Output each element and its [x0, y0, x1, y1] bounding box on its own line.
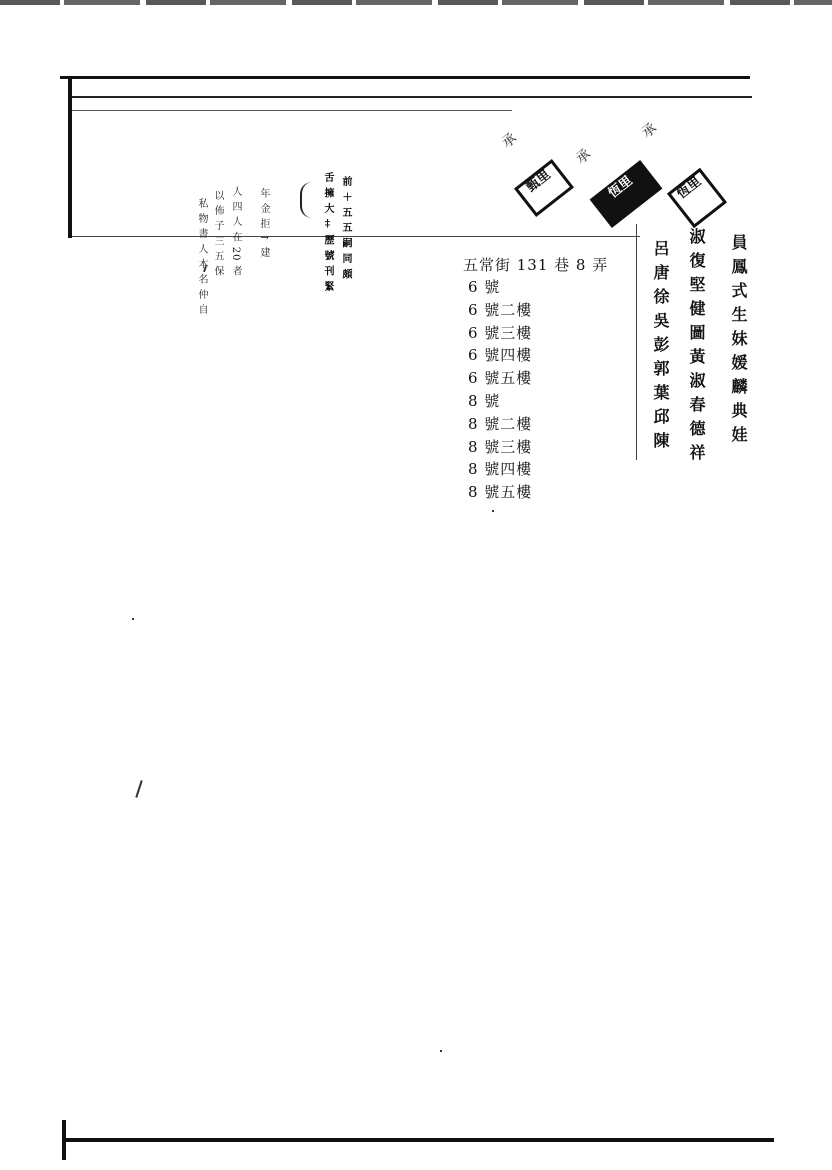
name-column-3: 呂唐徐吳彭郭葉邱陳 — [651, 240, 670, 456]
seal-text-3: 恆里 — [674, 174, 705, 203]
frame-left-line — [68, 76, 72, 238]
header-note-2: 以 佈 子 三 五 保 — [212, 190, 223, 277]
header-note-3: 人 四 人 在 20 者 — [230, 186, 241, 277]
address-entry: 8 號五樓 — [468, 483, 533, 502]
header-rule — [72, 236, 640, 237]
frame-top-line — [60, 76, 750, 79]
seal-tag-1: 承 — [499, 130, 521, 152]
scan-speck — [492, 510, 494, 512]
header-note-6: 前 ＋ 五 五 嗣 同 頗 — [340, 176, 351, 280]
address-entry: 6 號五樓 — [468, 369, 533, 388]
seal-text-2: 恆里 — [605, 173, 636, 202]
address-entry: 8 號 — [468, 391, 501, 410]
frame-bottom-line — [66, 1138, 774, 1142]
scan-speck — [132, 618, 134, 620]
address-list — [468, 276, 532, 504]
scan-speck — [135, 780, 142, 798]
bracket-mark — [300, 182, 314, 218]
address-entry: 8 號四樓 — [468, 460, 533, 479]
seal-tag-2: 承 — [573, 146, 595, 168]
scan-edge-strip — [0, 0, 832, 5]
scan-speck — [440, 1050, 442, 1052]
seal-stamp-1 — [514, 159, 574, 217]
address-title: 五常街 131 巷 8 弄 — [463, 256, 609, 274]
seal-tag-3: 承 — [639, 120, 661, 142]
frame-top-line-inner — [72, 96, 752, 98]
column-divider — [636, 224, 637, 460]
address-entry: 6 號二樓 — [468, 300, 533, 319]
header-note-1: 私 物 書 人 本 名 仲 自 — [196, 198, 207, 316]
header-note-4: 年 金 拒 ↑ 建 — [258, 188, 269, 259]
frame-top-line-faint — [72, 110, 512, 111]
name-column-1: 員鳳式生妹媛麟典娃 — [729, 234, 748, 450]
seal-stamp-2 — [590, 160, 663, 228]
header-note-5: 舌 擁 大 ‡ 歷 號 刊 緊 — [322, 172, 333, 293]
name-column-2: 淑復堅健圖黃淑春德祥 — [687, 228, 706, 468]
address-entry: 8 號三樓 — [468, 437, 533, 456]
address-entry: 6 號三樓 — [468, 323, 533, 342]
address-entry: 6 號四樓 — [468, 346, 533, 365]
address-entry: 8 號二樓 — [468, 414, 533, 433]
seal-stamp-3 — [667, 168, 727, 229]
address-entry: 6 號 — [468, 278, 501, 296]
seal-text-1: 甄里 — [523, 167, 554, 196]
